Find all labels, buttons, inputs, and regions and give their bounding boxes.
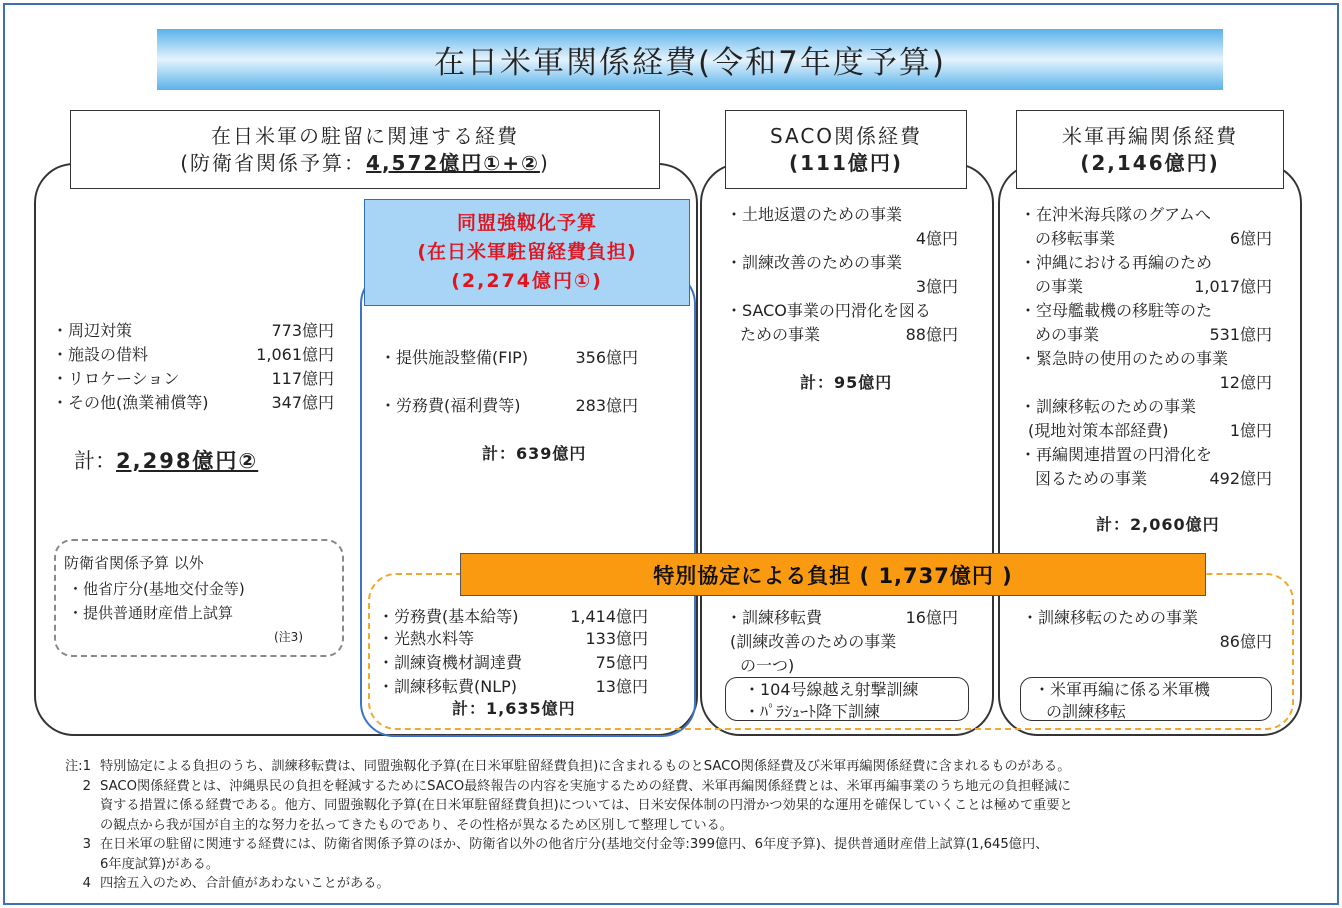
saco-item-label: ・SACO事業の円滑化を図る bbox=[726, 301, 931, 320]
saco-header-title: SACO関係経費 bbox=[769, 123, 923, 148]
realign-item-amount: 1億円 bbox=[1229, 421, 1272, 440]
realign-item-label: ・在沖米海兵隊のグアムへ bbox=[1020, 205, 1211, 224]
saco-item-amount: 3億円 bbox=[915, 277, 958, 296]
sma-realign-sub-item: の訓練移転 bbox=[1046, 702, 1127, 721]
footnote: 3 在日米軍の駐留に関連する経費には、防衛省関係予算のほか、防衛省以外の他省庁分(基地交付金等:399億円、6年度予算)、提供普通財産借上試算(1,645億円、 6年度試算)がある。 bbox=[82, 837, 1049, 872]
alliance-total: 計：639億円 bbox=[482, 444, 587, 463]
stationing-item-label: ・リロケーション bbox=[52, 369, 180, 388]
realign-item-label: ・緊急時の使用のための事業 bbox=[1020, 349, 1229, 368]
page-title: 在日米軍関係経費(令和7年度予算) bbox=[434, 45, 946, 81]
realign-item-amount: 1,017億円 bbox=[1194, 277, 1272, 296]
footnote: 4 四捨五入のため、合計値があわないことがある。 bbox=[82, 876, 390, 891]
saco-item-label: ・土地返還のための事業 bbox=[726, 205, 903, 224]
realign-item-label: ・空母艦載機の移駐等のた bbox=[1020, 301, 1213, 320]
sma-alliance-item-amount: 75億円 bbox=[595, 653, 648, 672]
sma-realign-item: ・訓練移転のための事業 bbox=[1022, 608, 1199, 627]
sma-alliance-item-amount: 133億円 bbox=[585, 629, 648, 648]
realign-item-label-cont: めの事業 bbox=[1035, 325, 1100, 344]
realign-item-label: ・再編関連措置の円滑化を bbox=[1020, 445, 1213, 464]
realign-item-amount: 12億円 bbox=[1219, 373, 1272, 392]
sma-saco-note: (訓練改善のための事業 bbox=[730, 632, 897, 651]
sma-alliance-item-amount: 1,414億円 bbox=[570, 607, 648, 626]
realign-header-amount: (2,146億円) bbox=[1080, 150, 1220, 175]
sma-alliance-total: 計：1,635億円 bbox=[452, 699, 576, 718]
realign-item-label: ・訓練移転のための事業 bbox=[1020, 397, 1197, 416]
sma-banner: 特別協定による負担 ( 1,737億円 ) bbox=[460, 553, 1206, 596]
alliance-amount: (2,274億円①) bbox=[451, 270, 603, 292]
sma-saco-note: の一つ) bbox=[740, 656, 795, 675]
stationing-header-budget: (防衛省関係予算：4,572億円①+②) bbox=[180, 150, 550, 175]
sma-alliance-item-label: ・訓練移転費(NLP) bbox=[378, 677, 518, 696]
sma-realign-amount: 86億円 bbox=[1219, 632, 1272, 651]
sma-alliance-item-amount: 13億円 bbox=[595, 677, 648, 696]
sma-alliance-item-label: ・光熱水料等 bbox=[378, 629, 475, 648]
realign-item-amount: 531億円 bbox=[1209, 325, 1272, 344]
realign-item-label-cont: の移転事業 bbox=[1035, 229, 1116, 248]
sma-saco-sub-item: ・104号線越え射撃訓練 bbox=[744, 680, 919, 699]
realign-header-title: 米軍再編関係経費 bbox=[1062, 123, 1238, 148]
alliance-item-label: ・労務費(福利費等) bbox=[380, 396, 521, 415]
saco-header-amount: (111億円) bbox=[788, 150, 904, 175]
stationing-item-label: ・施設の借料 bbox=[52, 345, 149, 364]
stationing-header-title: 在日米軍の駐留に関連する経費 bbox=[211, 123, 519, 148]
stationing-item-amount: 1,061億円 bbox=[256, 345, 334, 364]
alliance-header bbox=[364, 199, 690, 306]
footnote: 注:1 特別協定による負担のうち、訓練移転費は、同盟強靱化予算(在日米軍駐留経費負担)に含まれるものとSACO関係経費及び米軍再編関係経費に含まれるものがある。 bbox=[64, 759, 1071, 774]
outside-item: ・他省庁分(基地交付金等) bbox=[68, 580, 245, 598]
saco-header bbox=[725, 110, 967, 189]
outside-note-ref: (注3) bbox=[274, 630, 303, 644]
stationing-item-amount: 773億円 bbox=[271, 321, 334, 340]
stationing-total: 計：2,298億円② bbox=[74, 449, 259, 473]
stationing-item-label: ・周辺対策 bbox=[52, 321, 133, 340]
title-banner bbox=[157, 29, 1223, 90]
footnote: 2 SACO関係経費とは、沖縄県民の負担を軽減するためにSACO最終報告の内容を実施するための経費、米軍再編関係経費とは、米軍再編事業のうち地元の負担軽減に 資する措置に係る経費である。他方、同盟強靱化予算(在日米軍駐留経費負担)については、日米安保体制の円滑かつ効果的な運用を確保していくことは極めて重要と の観点から我が国が自主的な努力を払ってきたものであり、その性格が異なるため区別して整理している。 bbox=[82, 778, 1073, 833]
stationing-item-amount: 117億円 bbox=[271, 369, 334, 388]
stationing-header bbox=[70, 110, 660, 189]
alliance-item-amount: 356億円 bbox=[575, 348, 638, 367]
sma-realign-sub-item: ・米軍再編に係る米軍機 bbox=[1034, 680, 1211, 699]
realign-item-label-cont: (現地対策本部経費) bbox=[1028, 421, 1169, 440]
footnotes bbox=[58, 757, 1318, 894]
alliance-item-label: ・提供施設整備(FIP) bbox=[380, 348, 529, 367]
realign-item-label: ・沖縄における再編のため bbox=[1020, 253, 1213, 272]
realign-item-amount: 6億円 bbox=[1229, 229, 1272, 248]
saco-item-label: ・訓練改善のための事業 bbox=[726, 253, 903, 272]
saco-item-amount: 88億円 bbox=[905, 325, 958, 344]
realign-item-label-cont: の事業 bbox=[1035, 277, 1084, 296]
sma-alliance-item-label: ・労務費(基本給等) bbox=[378, 607, 519, 626]
sma-saco-amount: 16億円 bbox=[905, 608, 958, 627]
sma-alliance-item-label: ・訓練資機材調達費 bbox=[378, 653, 523, 672]
saco-item-amount: 4億円 bbox=[915, 229, 958, 248]
realign-item-label-cont: 図るための事業 bbox=[1035, 469, 1148, 488]
stationing-item-label: ・その他(漁業補償等) bbox=[52, 393, 209, 412]
saco-total: 計：95億円 bbox=[800, 373, 893, 392]
realign-total: 計：2,060億円 bbox=[1096, 515, 1220, 534]
alliance-title: 同盟強靱化予算 bbox=[456, 212, 597, 234]
outside-title: 防衛省関係予算 以外 bbox=[64, 554, 204, 572]
realign-item-amount: 492億円 bbox=[1209, 469, 1272, 488]
alliance-item-amount: 283億円 bbox=[575, 396, 638, 415]
saco-item-label-cont: ための事業 bbox=[740, 325, 821, 344]
outside-item: ・提供普通財産借上試算 bbox=[68, 604, 234, 622]
stationing-item-amount: 347億円 bbox=[271, 393, 334, 412]
sma-saco-item: ・訓練移転費 bbox=[726, 608, 823, 627]
stationing-total-amount: 4,572億円①+② bbox=[366, 150, 540, 175]
alliance-subtitle: (在日米軍駐留経費負担) bbox=[417, 241, 637, 263]
realign-header bbox=[1016, 110, 1284, 189]
sma-saco-sub-item: ・ﾊﾟﾗｼｭｰﾄ降下訓練 bbox=[744, 702, 881, 721]
